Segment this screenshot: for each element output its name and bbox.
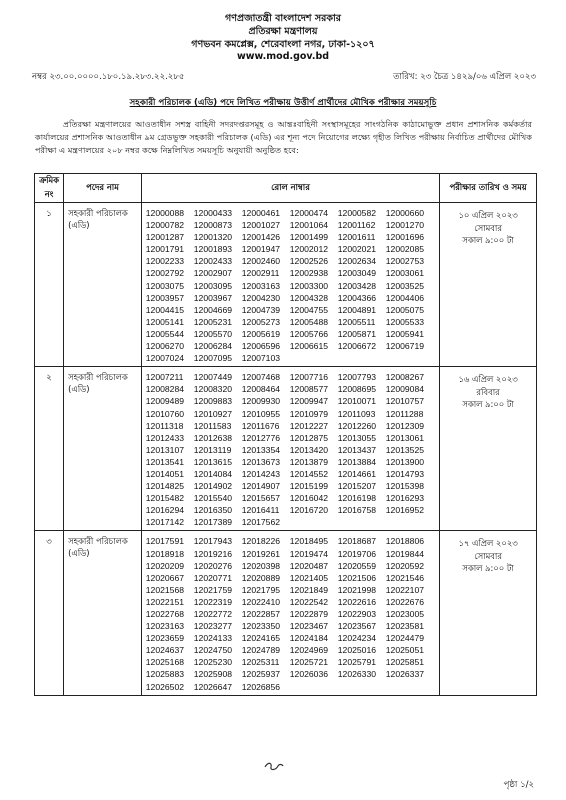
roll-number: 12021795 (241, 584, 281, 595)
roll-number: 12017591 (145, 536, 185, 547)
roll-number: 12024234 (337, 633, 377, 644)
roll-number: 12017142 (145, 517, 185, 528)
roll-number: 12000433 (193, 208, 233, 218)
roll-number: 12008320 (193, 384, 233, 395)
roll-number: 12006596 (241, 341, 281, 352)
roll-number: 12024133 (193, 633, 233, 644)
roll-number: 12025168 (145, 657, 185, 668)
exam-time: সকাল ৯:০০ টা (462, 399, 514, 410)
roll-number: 12021405 (289, 572, 329, 583)
roll-number: 12002433 (193, 256, 233, 267)
roll-number: 12024637 (145, 645, 185, 656)
roll-number: 12025311 (241, 657, 280, 668)
header-date-time: পরীক্ষার তারিখ ও সময় (440, 174, 537, 203)
roll-number: 12012260 (337, 420, 377, 431)
roll-number: 12005544 (145, 328, 185, 339)
roll-number: 12007716 (289, 372, 329, 383)
roll-number: 12005488 (289, 316, 329, 327)
roll-number: 12024165 (241, 633, 281, 644)
table-row (35, 531, 537, 695)
roll-number: 12025883 (145, 669, 185, 680)
roll-number: 12013541 (145, 456, 185, 467)
roll-number: 12000461 (241, 208, 281, 218)
roll-number: 12021759 (193, 584, 233, 595)
roll-number-grid (146, 371, 439, 528)
post-cell: সহকারী পরিচালক (এডি) (64, 203, 142, 367)
roll-number: 12014051 (145, 468, 185, 479)
roll-number: 12007468 (241, 372, 281, 383)
body-text: প্রতিরক্ষা মন্ত্রণালয়ের আওতাধীন সশস্ত্র বাহিনী সদরদপ্তরসমূহ ও আন্তঃবাহিনী সংস্থাসমূহের সাংগঠনিক কাঠামোভুক্ত প্রধান প্রশাসনিক কর্মকর্তার কার্যালয়ের প্রশাসনিক আওতাধীন ৯ম গ্রেডভুক্ত সহকারী পরিচালক (এডি) এর শূন্য পদে নিয়োগের লক্ষ্যে গৃহীত লিখিত পরীক্ষায় নির্বাচিত প্রার্থীদের মৌখিক পরীক্ষা এ মন্ত্রণালয়ের ২০৮ নম্বর কক্ষে নিম্নলিখিত সময়সূচি অনুযায়ী অনুষ্ঠিত হবে: (35, 119, 532, 155)
roll-number: 12004366 (337, 292, 377, 303)
roll-number: 12013525 (385, 444, 425, 455)
roll-number: 12022107 (385, 584, 425, 595)
roll-number: 12019261 (241, 548, 281, 559)
roll-number: 12011676 (241, 420, 280, 431)
roll-number: 12008577 (289, 384, 329, 395)
roll-number: 12025791 (337, 657, 377, 668)
roll-number: 12001270 (385, 220, 425, 231)
roll-number: 12014793 (385, 468, 425, 479)
roll-number: 12003300 (289, 280, 329, 291)
signature-mark (263, 760, 285, 775)
memo-date: তারিখ: ২৩ চৈত্র ১৪২৯/০৬ এপ্রিল ২০২৩ (393, 72, 536, 82)
roll-number: 12010760 (145, 408, 185, 419)
roll-number: 12015207 (337, 481, 377, 492)
roll-number: 12020771 (193, 572, 233, 583)
roll-number: 12012227 (289, 420, 329, 431)
roll-number: 12018687 (337, 536, 377, 547)
roll-number: 12009947 (289, 396, 329, 407)
roll-number: 12024184 (289, 633, 329, 644)
roll-number: 12024750 (193, 645, 233, 656)
roll-number: 12023467 (289, 621, 329, 632)
roll-number: 12014243 (241, 468, 281, 479)
roll-number: 12016293 (385, 493, 425, 504)
roll-number: 12006270 (145, 341, 185, 352)
roll-number: 12015398 (385, 481, 425, 492)
roll-number: 12025721 (289, 657, 329, 668)
roll-number: 12022857 (241, 609, 281, 619)
roll-number: 12001162 (337, 220, 376, 231)
roll-number: 12025851 (385, 657, 425, 668)
roll-number: 12016758 (337, 505, 377, 516)
roll-number: 12001893 (193, 244, 233, 255)
roll-number: 12001611 (337, 232, 376, 243)
roll-number: 12019474 (289, 548, 329, 559)
roll-number: 12004891 (337, 304, 377, 315)
roll-number: 12018918 (145, 548, 185, 559)
roll-number: 12026337 (385, 669, 425, 680)
roll-number: 12003049 (337, 268, 377, 279)
roll-number: 12003095 (193, 280, 233, 291)
roll-number: 12012433 (145, 432, 185, 443)
roll-number: 12002021 (337, 244, 377, 255)
roll-number: 12020209 (145, 560, 185, 571)
roll-number: 12023163 (145, 621, 185, 632)
roll-number: 12026330 (337, 669, 377, 680)
roll-number: 12000474 (289, 208, 329, 218)
serial-cell: ১ (35, 203, 64, 367)
roll-number-grid (146, 535, 439, 692)
roll-number: 12001791 (145, 244, 185, 255)
roll-number: 12025908 (193, 669, 233, 680)
roll-numbers-cell (141, 203, 439, 367)
roll-number: 12019844 (385, 548, 425, 559)
roll-number: 12005871 (337, 328, 377, 339)
roll-number: 12002938 (289, 268, 329, 279)
roll-number: 12021998 (337, 584, 377, 595)
roll-number: 12005570 (193, 328, 233, 339)
roll-number: 12017562 (241, 517, 281, 528)
roll-number: 12014825 (145, 481, 185, 492)
exam-date: ১৬ এপ্রিল ২০২৩ (458, 374, 518, 385)
roll-number: 12021546 (385, 572, 425, 583)
roll-number: 12001696 (385, 232, 425, 243)
roll-number: 12013615 (193, 456, 233, 467)
roll-number: 12004406 (385, 292, 425, 303)
roll-number: 12005075 (385, 304, 425, 315)
roll-number: 12022151 (145, 596, 185, 607)
roll-number: 12006672 (337, 341, 377, 352)
roll-number: 12002634 (337, 256, 377, 267)
header-ministry: প্রতিরক্ষা মন্ত্রণালয় (248, 26, 318, 37)
roll-number: 12007793 (337, 372, 377, 383)
body-paragraph (35, 118, 532, 157)
roll-number: 12016720 (289, 505, 329, 516)
roll-number: 12016042 (289, 493, 329, 504)
roll-number: 12011318 (145, 420, 184, 431)
roll-number: 12001287 (145, 232, 185, 243)
roll-number: 12000782 (145, 220, 185, 231)
table-row (35, 367, 537, 531)
roll-number: 12018226 (241, 536, 281, 547)
schedule-table (34, 173, 537, 696)
roll-number: 12013437 (337, 444, 377, 455)
roll-number: 12003061 (385, 268, 425, 279)
roll-number: 12002460 (241, 256, 281, 267)
roll-number: 12013673 (241, 456, 281, 467)
table-header-row (35, 174, 537, 203)
roll-number: 12007024 (145, 353, 185, 364)
roll-number: 12002792 (145, 268, 185, 279)
header-government: গণপ্রজাতন্ত্রী বাংলাদেশ সরকার (225, 13, 341, 24)
roll-number: 12013119 (193, 444, 232, 455)
roll-number: 12008464 (241, 384, 281, 395)
roll-number: 12002085 (385, 244, 425, 255)
roll-number: 12015199 (289, 481, 329, 492)
roll-number: 12019706 (337, 548, 377, 559)
post-cell: সহকারী পরিচালক (এডি) (64, 531, 142, 695)
roll-number: 12020276 (193, 560, 233, 571)
roll-number: 12002233 (145, 256, 185, 267)
roll-number: 12015657 (241, 493, 281, 504)
header-serial: ক্রমিক নং (35, 174, 64, 203)
roll-number: 12001320 (193, 232, 233, 243)
roll-number: 12005619 (241, 328, 281, 339)
exam-date-cell (440, 367, 537, 531)
roll-number: 12002012 (289, 244, 329, 255)
roll-number: 12007211 (145, 372, 184, 383)
roll-number: 12022879 (289, 609, 329, 619)
roll-number: 12009084 (385, 384, 425, 395)
roll-number: 12008284 (145, 384, 185, 395)
serial-cell: ২ (35, 367, 64, 531)
roll-number: 12025051 (385, 645, 425, 656)
roll-number: 12002911 (241, 268, 280, 279)
roll-number: 12004739 (241, 304, 281, 315)
roll-number: 12022542 (289, 596, 329, 607)
roll-numbers-cell (141, 367, 439, 531)
roll-number: 12011583 (193, 420, 232, 431)
roll-number: 12001947 (241, 244, 281, 255)
roll-number: 12012638 (193, 432, 233, 443)
exam-day: সোমবার (474, 550, 502, 561)
roll-number: 12013107 (145, 444, 185, 455)
roll-number: 12013055 (337, 432, 377, 443)
roll-number: 12006615 (289, 341, 329, 352)
roll-number: 12026502 (145, 681, 185, 692)
roll-number: 12008267 (385, 372, 425, 383)
roll-number: 12003163 (241, 280, 281, 291)
subject-line: সহকারী পরিচালক (এডি) পদে লিখিত পরীক্ষায় উত্তীর্ণ প্রার্থীদের মৌখিক পরীক্ষার সময়সূচি (129, 98, 437, 108)
roll-number: 12006719 (385, 341, 425, 352)
roll-number: 12005766 (289, 328, 329, 339)
roll-number: 12020398 (241, 560, 281, 571)
roll-number: 12016952 (385, 505, 425, 516)
roll-number: 12016294 (145, 505, 185, 516)
memo-number: নম্বর ২৩.০০.০০০০.১৮০.১৯.২৮৩.২২.২৮৫ (32, 72, 185, 82)
roll-number: 12018495 (289, 536, 329, 547)
roll-number: 12024479 (385, 633, 425, 644)
roll-number: 12003075 (145, 280, 185, 291)
roll-number: 12025230 (193, 657, 233, 668)
exam-date: ১০ এপ্রিল ২০২৩ (458, 210, 518, 220)
roll-number: 12013879 (289, 456, 329, 467)
roll-number: 12010927 (193, 408, 233, 419)
roll-number: 12009883 (193, 396, 233, 407)
roll-number: 12020487 (289, 560, 329, 571)
roll-number: 12022768 (145, 609, 185, 619)
roll-number: 12023005 (385, 609, 425, 619)
roll-number: 12001027 (241, 220, 281, 231)
roll-number: 12015540 (193, 493, 233, 504)
roll-number: 12005231 (193, 316, 233, 327)
roll-number: 12001064 (289, 220, 329, 231)
roll-number: 12014084 (193, 468, 233, 479)
roll-number: 12012309 (385, 420, 425, 431)
header-website[interactable]: www.mod.gov.bd (236, 51, 330, 62)
roll-number: 12023567 (337, 621, 377, 632)
roll-number: 12000088 (145, 208, 185, 218)
roll-number: 12002907 (193, 268, 233, 279)
exam-time: সকাল ৯:০০ টা (462, 235, 514, 245)
roll-number: 12014907 (241, 481, 281, 492)
roll-number: 12021568 (145, 584, 185, 595)
roll-number: 12010955 (241, 408, 281, 419)
roll-number: 12005533 (385, 316, 425, 327)
roll-number: 12010757 (385, 396, 425, 407)
roll-number: 12021506 (337, 572, 377, 583)
roll-number: 12017943 (193, 536, 233, 547)
roll-number: 12002526 (289, 256, 329, 267)
roll-number: 12014552 (289, 468, 329, 479)
header-post: পদের নাম (64, 174, 142, 203)
roll-number: 12017389 (193, 517, 233, 528)
roll-number: 12020889 (241, 572, 281, 583)
exam-date: ১৭ এপ্রিল ২০২৩ (458, 538, 518, 549)
roll-number: 12010071 (337, 396, 377, 407)
roll-number: 12026036 (289, 669, 329, 680)
roll-number: 12024789 (241, 645, 281, 656)
roll-number: 12006284 (193, 341, 233, 352)
roll-number: 12012875 (289, 432, 329, 443)
header-roll: রোল নাম্বার (141, 174, 439, 203)
roll-number: 12010979 (289, 408, 329, 419)
roll-number: 12004415 (145, 304, 185, 315)
roll-number: 12004755 (289, 304, 329, 315)
post-cell: সহকারী পরিচালক (এডি) (64, 367, 142, 531)
roll-numbers-cell (141, 531, 439, 695)
roll-number: 12022319 (193, 596, 233, 607)
roll-number: 12013420 (289, 444, 329, 455)
roll-number: 12023350 (241, 621, 281, 632)
roll-number: 12014661 (337, 468, 377, 479)
roll-number: 12023581 (385, 621, 425, 632)
roll-number: 12023277 (193, 621, 233, 632)
roll-number: 12004230 (241, 292, 281, 303)
roll-number: 12003428 (337, 280, 377, 291)
roll-number: 12007103 (241, 353, 281, 364)
roll-number: 12026647 (193, 681, 233, 692)
roll-number: 12011093 (337, 408, 376, 419)
roll-number: 12024969 (289, 645, 329, 656)
roll-number: 12004669 (193, 304, 233, 315)
roll-number: 12005511 (337, 316, 376, 327)
roll-number: 12021849 (289, 584, 329, 595)
page-number: পৃষ্ঠা ১/২ (503, 780, 534, 790)
roll-number: 12014902 (193, 481, 233, 492)
roll-number: 12020559 (337, 560, 377, 571)
roll-number: 12002753 (385, 256, 425, 267)
roll-number: 12025016 (337, 645, 377, 656)
roll-number: 12005141 (145, 316, 185, 327)
exam-day: রবিবার (476, 386, 500, 397)
roll-number: 12022676 (385, 596, 425, 607)
roll-number: 12013354 (241, 444, 281, 455)
roll-number: 12025937 (241, 669, 281, 680)
roll-number: 12015482 (145, 493, 185, 504)
roll-number: 12001426 (241, 232, 281, 243)
exam-date-cell (440, 531, 537, 695)
roll-number: 12020592 (385, 560, 425, 571)
roll-number: 12013061 (385, 432, 425, 443)
roll-number: 12005941 (385, 328, 425, 339)
exam-day: সোমবার (474, 222, 502, 233)
roll-number: 12009930 (241, 396, 281, 407)
roll-number: 12011288 (385, 408, 424, 419)
roll-number: 12008695 (337, 384, 377, 395)
exam-date-cell (440, 203, 537, 367)
roll-number: 12022410 (241, 596, 281, 607)
roll-number: 12007095 (193, 353, 233, 364)
roll-number: 12022616 (337, 596, 377, 607)
roll-number: 12009489 (145, 396, 185, 407)
serial-cell: ৩ (35, 531, 64, 695)
roll-number: 12007449 (193, 372, 233, 383)
roll-number: 12019216 (193, 548, 233, 559)
roll-number: 12003525 (385, 280, 425, 291)
roll-number: 12004328 (289, 292, 329, 303)
header-address: গণভবন কমপ্লেক্স, শেরেবাংলা নগর, ঢাকা-১২০৭ (191, 39, 375, 50)
roll-number: 12022903 (337, 609, 377, 619)
roll-number: 12016411 (241, 505, 280, 516)
roll-number: 12012776 (241, 432, 281, 443)
roll-number: 12013884 (337, 456, 377, 467)
roll-number: 12005273 (241, 316, 281, 327)
roll-number: 12013900 (385, 456, 425, 467)
roll-number: 12023659 (145, 633, 185, 644)
roll-number: 12022772 (193, 609, 233, 619)
roll-number: 12016198 (337, 493, 377, 504)
table-row (35, 203, 537, 367)
roll-number: 12016350 (193, 505, 233, 516)
roll-number: 12003967 (193, 292, 233, 303)
roll-number-grid (146, 207, 439, 364)
roll-number: 12001499 (289, 232, 329, 243)
roll-number: 12018806 (385, 536, 425, 547)
roll-number: 12000660 (385, 208, 425, 218)
roll-number: 12000582 (337, 208, 377, 218)
roll-number: 12026856 (241, 681, 281, 692)
roll-number: 12000873 (193, 220, 233, 231)
exam-time: সকাল ৯:০০ টা (462, 563, 514, 574)
roll-number: 12020667 (145, 572, 185, 583)
roll-number: 12003957 (145, 292, 185, 303)
